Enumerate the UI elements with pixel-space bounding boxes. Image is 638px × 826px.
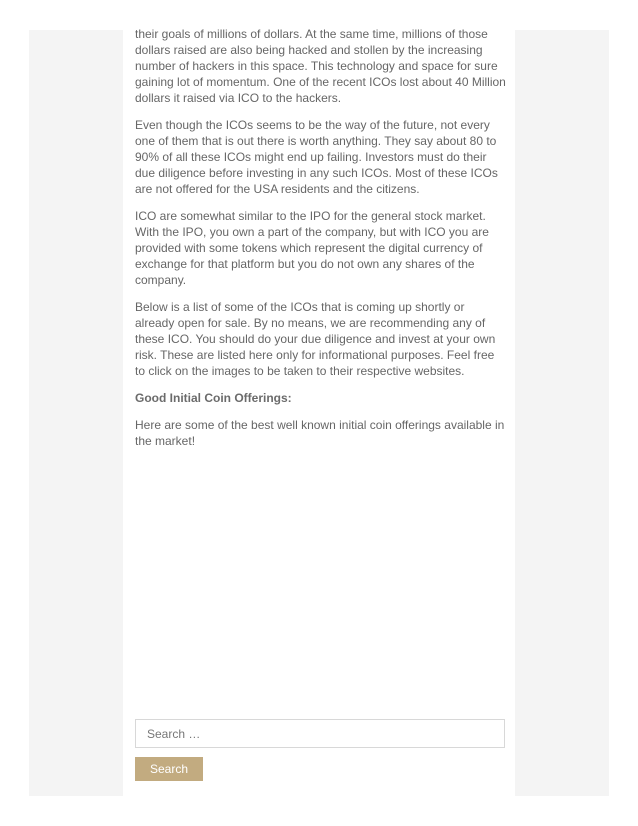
article-closing-paragraph: Here are some of the best well known initial coin offerings available in the market!	[135, 418, 505, 448]
article-subheading: Good Initial Coin Offerings:	[135, 391, 292, 405]
article-body	[135, 26, 507, 460]
article-paragraph-4: Below is a list of some of the ICOs that is coming up shortly or already open for sale. By no means, we are recommending any of these ICO. You should do your due diligence and invest at your own risk. These are listed here only for informational purposes. Feel free to click on the images to be taken to their respective websites.	[135, 300, 496, 378]
right-sidebar-background	[515, 30, 609, 796]
left-sidebar-background	[29, 30, 123, 796]
article-paragraph-3: ICO are somewhat similar to the IPO for the general stock market. With the IPO, you own a part of the company, but with ICO you are provided with some tokens which represent the digital currency of exchange for that platform but you do not own any shares of the company.	[135, 209, 489, 287]
article-paragraph-2: Even though the ICOs seems to be the way of the future, not every one of them that is out there is worth anything. They say about 80 to 90% of all these ICOs might end up failing. Investors must do their due diligence before investing in any such ICOs. Most of these ICOs are not offered for the USA residents and the citizens.	[135, 118, 498, 196]
article-paragraph-1: their goals of millions of dollars. At the same time, millions of those dollars raised are also being hacked and stollen by the increasing number of hackers in this space. This technology and space for sure gaining lot of momentum. One of the recent ICOs lost about 40 Million dollars it raised via ICO to the hackers.	[135, 27, 506, 105]
search-button[interactable]: Search	[135, 757, 203, 781]
search-input[interactable]	[135, 719, 505, 748]
